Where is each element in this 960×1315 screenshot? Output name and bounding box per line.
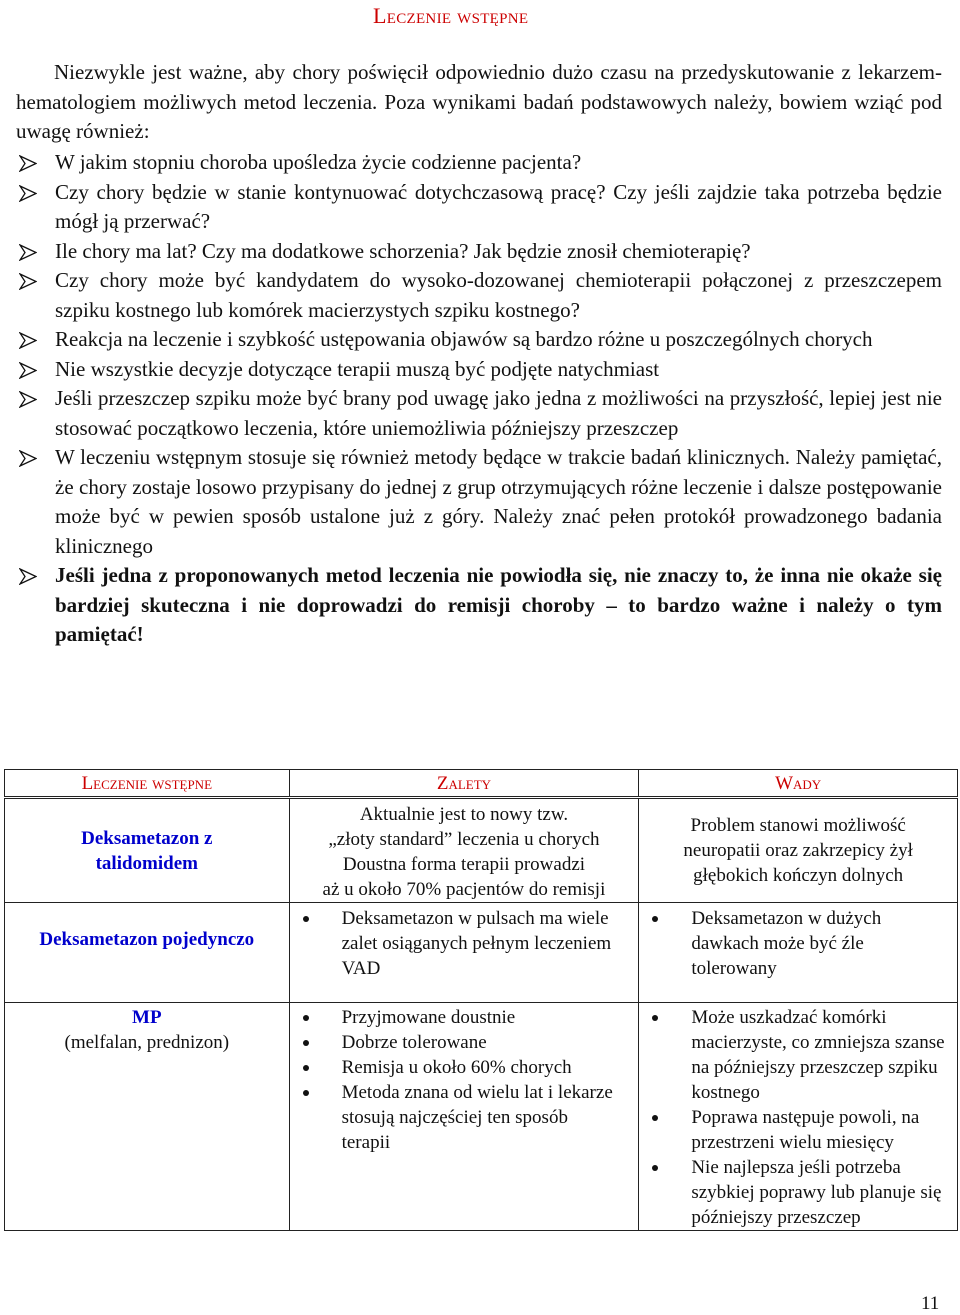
intro-line: Niezwykle jest ważne, aby chory poświęcił odpowiednio dużo czasu na [54, 60, 675, 84]
table-row [5, 903, 958, 1003]
header-cons: Wady [775, 772, 822, 794]
treatment-table [4, 769, 958, 1231]
arrow-bullet-icon [19, 185, 37, 202]
list-item: Deksametazon w dużych dawkach może być źle tolerowany [639, 906, 937, 981]
text-line: głębokich kończyn dolnych [693, 865, 904, 886]
cons-list [639, 1005, 949, 1230]
list-item: Dobrze tolerowane [290, 1030, 621, 1055]
text-line: neuropatii oraz zakrzepicy żył [683, 840, 913, 861]
pros-cell [289, 903, 639, 1003]
arrow-bullet-icon [19, 568, 37, 585]
list-item: W leczeniu wstępnym stosuje się również metody będące w trakcie badań klinicznych. Należy pamiętać, że chory zostaje losowo przypisany do jednej z grup otrzymujących różne leczenie i dalsze postępowanie może być w pewien sposób ustalone już z góry. Należy znać pełen protokół prowadzonego badania klinicznego [16, 443, 942, 561]
intro-line: przedyskutowanie z lekarzem-hematologiem możliwych metod leczenia. Poza wynikami [16, 60, 943, 114]
intro-paragraph [16, 58, 942, 147]
text-line: aż u około 70% pacjentów do remisji [322, 879, 606, 900]
list-item: Remisja u około 60% chorych [290, 1055, 621, 1080]
treatment-name: MP [132, 1007, 162, 1028]
arrow-bullet-icon [19, 244, 37, 261]
text-line: „złoty standard” leczenia u chorych [328, 829, 600, 850]
list-item: Reakcja na leczenie i szybkość ustępowania objawów są bardzo różne u poszczególnych chorych [16, 325, 942, 355]
pros-list [290, 906, 625, 981]
treatment-cell [5, 1003, 290, 1231]
list-item: Przyjmowane doustnie [290, 1005, 621, 1030]
table-header-row [5, 770, 958, 798]
arrow-bullet-icon [19, 155, 37, 172]
text-line: Problem stanowi możliwość [690, 815, 906, 836]
list-item: W jakim stopniu choroba upośledza życie codzienne pacjenta? [16, 148, 942, 178]
list-item: Czy chory będzie w stanie kontynuować dotychczasową pracę? Czy jeśli zajdzie taka potrzeba będzie mógł ją przerwać? [16, 178, 942, 237]
header-cell [639, 770, 958, 798]
treatment-name: Deksametazon z talidomidem [81, 827, 213, 874]
text-line: Aktualnie jest to nowy tzw. [359, 804, 569, 825]
list-item: Jeśli przeszczep szpiku może być brany pod uwagę jako jedna z możliwości na przyszłość, lepiej jest nie stosować początkowo leczenia, które uniemożliwia późniejszy przeszczep [16, 384, 942, 443]
cons-cell [639, 798, 958, 903]
list-item-emphasis: Jeśli jedna z proponowanych metod leczenia nie powiodła się, nie znaczy to, że inna nie okaże się bardziej skuteczna i nie doprowadzi do remisji choroby – to bardzo ważne i należy o tym pamiętać! [16, 561, 942, 650]
list-item: Metoda znana od wielu lat i lekarze stosują najczęściej ten sposób terapii [290, 1080, 621, 1155]
arrow-bullet-icon [19, 362, 37, 379]
arrow-bullet-icon [19, 450, 37, 467]
header-cell [289, 770, 639, 798]
considerations-list [16, 148, 942, 650]
treatment-subtitle: (melfalan, prednizon) [64, 1032, 230, 1053]
cons-text [639, 799, 957, 888]
arrow-bullet-icon [19, 273, 37, 290]
pros-cell [289, 798, 639, 903]
treatment-cell [5, 798, 290, 903]
list-item: Czy chory może być kandydatem do wysoko-dozowanej chemioterapii połączonej z przeszczepem szpiku kostnego lub komórek macierzystych szpiku kostnego? [16, 266, 942, 325]
table-row [5, 1003, 958, 1231]
list-item: Poprawa następuje powoli, na przestrzeni wielu miesięcy [639, 1105, 949, 1155]
pros-text [290, 799, 639, 902]
pros-cell [289, 1003, 639, 1231]
header-pros: Zalety [436, 772, 492, 794]
arrow-bullet-icon [19, 332, 37, 349]
text-line: Doustna forma terapii prowadzi [342, 854, 586, 875]
treatment-name: Deksametazon pojedynczo [39, 929, 255, 950]
pros-list [290, 1005, 621, 1155]
table-row [5, 798, 958, 903]
list-item: Deksametazon w pulsach ma wiele zalet osiąganych pełnym leczeniem VAD [290, 906, 625, 981]
header-cell [5, 770, 290, 798]
cons-list [639, 906, 937, 981]
list-item: Ile chory ma lat? Czy ma dodatkowe schorzenia? Jak będzie znosił chemioterapię? [16, 237, 942, 267]
intro-line: badań podstawowych należy, bowiem wziąć pod uwagę również: [16, 89, 942, 143]
arrow-bullet-icon [19, 391, 37, 408]
page-number: 11 [921, 1293, 940, 1314]
cons-cell [639, 903, 958, 1003]
treatment-cell [5, 903, 290, 1003]
list-item: Nie wszystkie decyzje dotyczące terapii muszą być podjęte natychmiast [16, 355, 942, 385]
list-item: Może uszkadzać komórki macierzyste, co zmniejsza szanse na późniejszy przeszczep szpiku kostnego [639, 1005, 949, 1105]
page-title: Leczenie wstępne [373, 3, 529, 28]
cons-cell [639, 1003, 958, 1231]
header-treatment: Leczenie wstępne [81, 772, 213, 794]
list-item: Nie najlepsza jeśli potrzeba szybkiej poprawy lub planuje się późniejszy przeszczep [639, 1155, 949, 1230]
